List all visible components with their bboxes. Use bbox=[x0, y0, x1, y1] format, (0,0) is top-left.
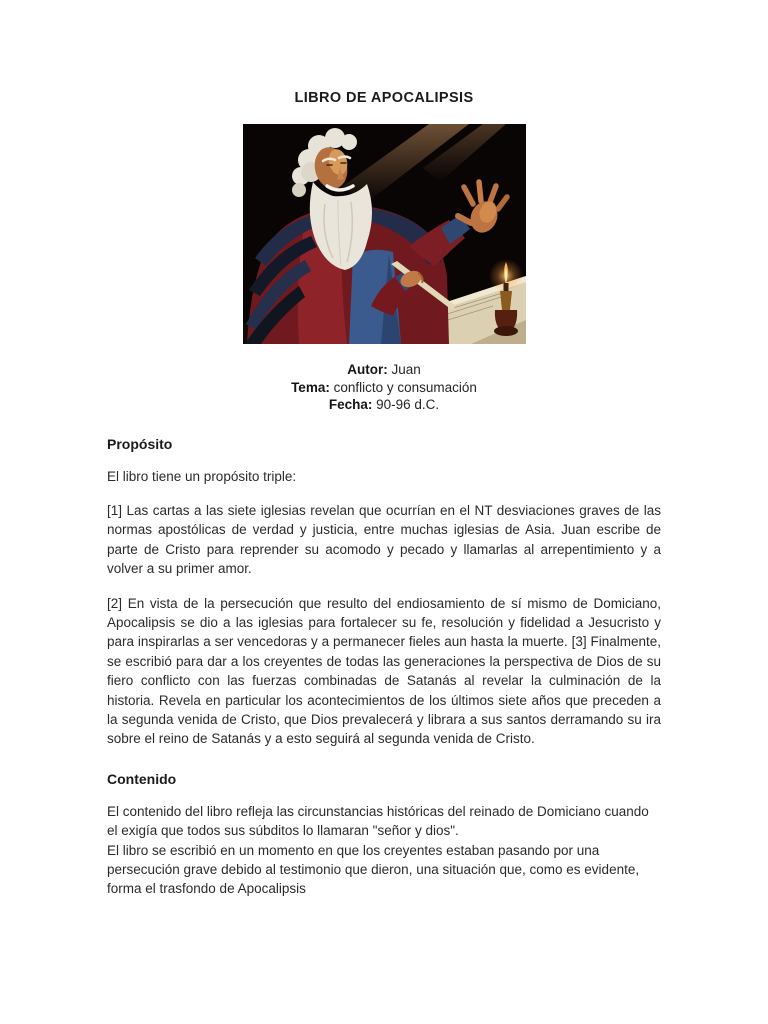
meta-author-value: Juan bbox=[391, 362, 421, 377]
meta-date-value: 90-96 d.C. bbox=[376, 397, 440, 412]
meta-author bbox=[107, 361, 661, 379]
prophet-writing-icon bbox=[243, 124, 526, 344]
prophet-writing-illustration bbox=[243, 124, 526, 344]
meta-date bbox=[107, 396, 661, 414]
meta-theme-label: Tema: bbox=[291, 379, 330, 395]
meta-author-label: Autor: bbox=[347, 362, 388, 377]
proposito-paragraph-2: [2] En vista de la persecución que resulto del endiosamiento de sí mismo de Domiciano, Apocalipsis se dio a las iglesias para fortalecer su fe, resolución y fidelidad a Jesucristo y para inspirarlas a ser vencedoras y a permanecer fieles aun hasta la muerte. [3] Finalmente, se escribió para dar a los creyentes de todas las generaciones la perspectiva de Dios de su fiero conflicto con las fuerzas combinadas de Satanás al revelar la culminación de la historia. Revela en particular los acontecimientos de los últimos siete años que preceden a la segunda venida de Cristo, que Dios prevalecerá y librara a sus santos derramando su ira sobre el reino de Satanás y a esto seguirá al segunda venida de Cristo. bbox=[107, 595, 661, 747]
contenido-paragraph-1: El contenido del libro refleja las circunstancias históricas del reinado de Domiciano cuando el exigía que todos sus súbditos lo llamaran "señor y dios". bbox=[107, 803, 649, 839]
proposito-paragraph-1: [1] Las cartas a las siete iglesias revelan que ocurrían en el NT desviaciones graves de las normas apostólicas de verdad y justicia, entre muchas iglesias de Asia. Juan escribe de parte de Cristo para reprender su acomodo y pecado y llamarlas al arrepentimiento y a volver a su primer amor. bbox=[107, 502, 661, 577]
meta-date-label: Fecha: bbox=[328, 397, 373, 412]
page-title: LIBRO DE APOCALIPSIS bbox=[294, 90, 474, 106]
meta-theme-value: conflicto y consumación bbox=[333, 379, 477, 395]
section-heading-contenido: Contenido bbox=[107, 770, 177, 787]
contenido-paragraph-2: El libro se escribió en un momento en que los creyentes estaban pasando por una persecución grave debido al testimonio que dieron, una situación que, como es evidente, forma el trasfondo de Apocalipsis bbox=[107, 842, 640, 897]
meta-theme bbox=[107, 379, 661, 397]
book-metadata bbox=[107, 361, 661, 414]
proposito-intro: El libro tiene un propósito triple: bbox=[107, 468, 297, 484]
section-heading-proposito: Propósito bbox=[107, 435, 173, 452]
